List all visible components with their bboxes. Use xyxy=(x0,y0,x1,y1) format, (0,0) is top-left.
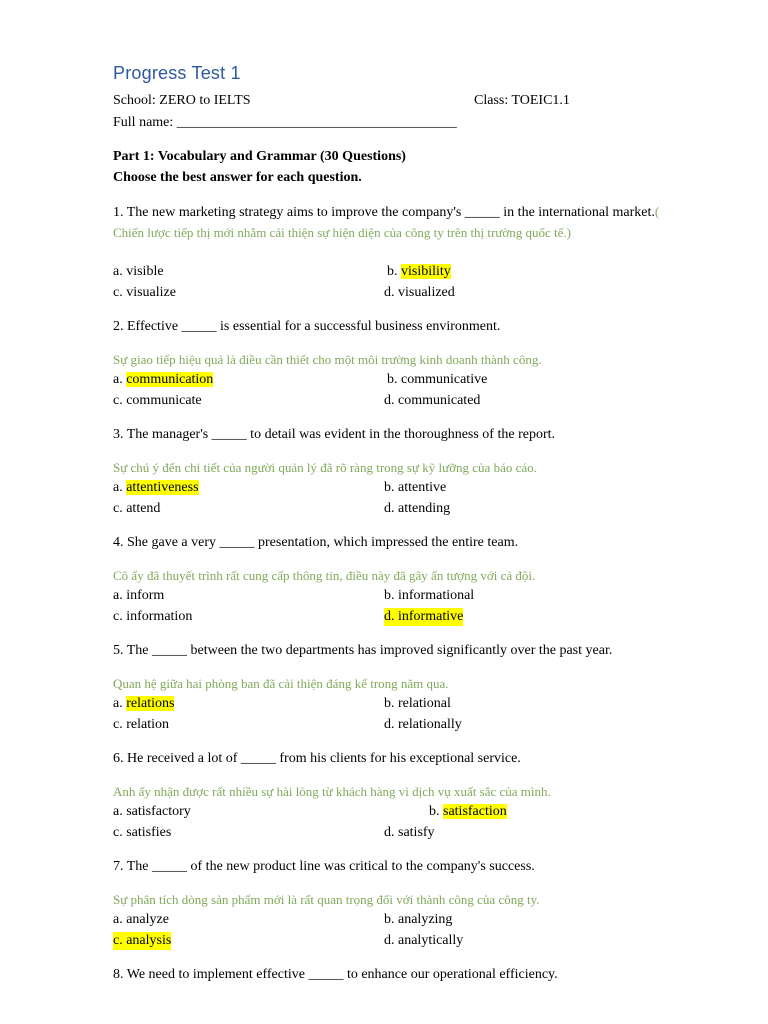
option-letter: d. xyxy=(384,285,398,300)
question-6-translation: Anh ấy nhận được rất nhiều sự hài lòng từ khách hàng vì dịch vụ xuất sắc của mình. xyxy=(113,784,551,799)
option-letter: b. xyxy=(384,588,398,603)
option-c[interactable] xyxy=(113,608,192,626)
option-a[interactable] xyxy=(113,911,169,929)
option-word: attentive xyxy=(398,480,447,495)
option-b[interactable] xyxy=(387,371,487,389)
part-instruction: Choose the best answer for each question. xyxy=(113,170,362,185)
option-letter: b. xyxy=(384,696,398,711)
option-letter: d. xyxy=(384,501,398,516)
option-letter: d. xyxy=(384,393,398,408)
option-b[interactable] xyxy=(384,695,451,713)
question-7-text: 7. The _____ of the new product line was critical to the company's success. xyxy=(113,859,535,874)
question-6-text: 6. He received a lot of _____ from his clients for his exceptional service. xyxy=(113,751,521,766)
option-letter: c. xyxy=(113,717,127,732)
question-text: 1. The new marketing strategy aims to improve the company's _____ in the international market. xyxy=(113,205,655,220)
option-c[interactable] xyxy=(113,932,171,950)
option-letter: b. xyxy=(384,480,398,495)
option-word-highlighted: relations xyxy=(126,696,175,711)
option-d[interactable] xyxy=(384,716,462,734)
option-word: communicate xyxy=(126,393,202,408)
option-word-highlighted: satisfaction xyxy=(443,804,507,819)
option-a[interactable] xyxy=(113,263,164,281)
option-letter: c. xyxy=(113,825,127,840)
option-c[interactable] xyxy=(113,392,202,410)
option-letter: a. xyxy=(113,264,127,279)
option-d[interactable] xyxy=(384,932,463,950)
option-letter: b. xyxy=(387,372,401,387)
option-word: information xyxy=(126,609,193,624)
option-word: satisfactory xyxy=(126,804,191,819)
option-letter: d. xyxy=(384,717,398,732)
page-title: Progress Test 1 xyxy=(113,63,241,83)
full-name-field: Full name: ________________________________________ xyxy=(113,115,457,130)
option-b[interactable] xyxy=(429,803,507,821)
question-4-text: 4. She gave a very _____ presentation, which impressed the entire team. xyxy=(113,535,519,550)
option-c[interactable] xyxy=(113,284,176,302)
question-8-text: 8. We need to implement effective _____ to enhance our operational efficiency. xyxy=(113,967,558,982)
option-word: visible xyxy=(126,264,164,279)
option-b[interactable] xyxy=(384,911,452,929)
option-word-highlighted: communication xyxy=(126,372,214,387)
option-b[interactable] xyxy=(387,263,451,281)
option-letter: c. xyxy=(113,933,127,948)
option-word: analyze xyxy=(126,912,169,927)
option-letter: c. xyxy=(113,393,127,408)
option-word: satisfy xyxy=(398,825,435,840)
option-letter: b. xyxy=(384,912,398,927)
option-a[interactable] xyxy=(113,371,213,389)
school-label: School: ZERO to IELTS xyxy=(113,93,251,108)
option-letter: c. xyxy=(113,501,127,516)
option-letter: a. xyxy=(113,480,127,495)
option-letter: a. xyxy=(113,696,127,711)
option-a[interactable] xyxy=(113,479,199,497)
question-5-translation: Quan hệ giữa hai phòng ban đã cải thiện đáng kể trong năm qua. xyxy=(113,676,449,691)
option-word: relationally xyxy=(398,717,462,732)
option-a[interactable] xyxy=(113,695,174,713)
option-c[interactable] xyxy=(113,500,160,518)
option-word: analytically xyxy=(398,933,464,948)
option-word: communicative xyxy=(401,372,488,387)
option-word-highlighted: visibility xyxy=(401,264,451,279)
option-d[interactable] xyxy=(384,392,480,410)
option-letter: d. xyxy=(384,825,398,840)
option-word: satisfies xyxy=(126,825,172,840)
option-d[interactable] xyxy=(384,284,455,302)
question-7-translation: Sự phân tích dòng sản phẩm mới là rất quan trọng đối với thành công của công ty. xyxy=(113,892,540,907)
option-word: inform xyxy=(126,588,165,603)
option-letter: c. xyxy=(113,285,127,300)
question-5-text: 5. The _____ between the two departments has improved significantly over the past year. xyxy=(113,643,613,658)
option-d[interactable] xyxy=(384,500,450,518)
option-word: visualize xyxy=(126,285,176,300)
question-3-translation: Sự chú ý đến chi tiết của người quản lý đã rõ ràng trong sự kỹ lưỡng của báo cáo. xyxy=(113,460,537,475)
option-a[interactable] xyxy=(113,587,164,605)
option-word: attending xyxy=(398,501,451,516)
option-word: analyzing xyxy=(398,912,453,927)
option-d[interactable] xyxy=(384,824,435,842)
option-word-highlighted: attentiveness xyxy=(126,480,199,495)
option-letter: d. xyxy=(384,609,398,624)
option-letter: a. xyxy=(113,804,127,819)
option-c[interactable] xyxy=(113,716,169,734)
class-label: Class: TOEIC1.1 xyxy=(474,93,570,108)
option-word-highlighted: analysis xyxy=(126,933,172,948)
option-c[interactable] xyxy=(113,824,171,842)
option-word: communicated xyxy=(398,393,481,408)
question-3-text: 3. The manager's _____ to detail was evident in the thoroughness of the report. xyxy=(113,427,555,442)
option-letter: b. xyxy=(429,804,443,819)
option-letter: b. xyxy=(387,264,401,279)
option-b[interactable] xyxy=(384,587,474,605)
option-letter: a. xyxy=(113,588,127,603)
question-4-translation: Cô ấy đã thuyết trình rất cung cấp thông tin, điều này đã gây ấn tượng với cả đội. xyxy=(113,568,536,583)
option-a[interactable] xyxy=(113,803,191,821)
part-heading: Part 1: Vocabulary and Grammar (30 Questions) xyxy=(113,149,406,164)
option-word: attend xyxy=(126,501,161,516)
question-translation: ( Chiến lược tiếp thị mới nhằm cải thiện sự hiện diện của công ty trên thị trường quốc tế.) xyxy=(113,204,660,240)
option-word: relation xyxy=(126,717,169,732)
option-letter: a. xyxy=(113,372,127,387)
option-letter: c. xyxy=(113,609,127,624)
option-word: relational xyxy=(398,696,451,711)
option-word: informational xyxy=(398,588,475,603)
option-letter: a. xyxy=(113,912,127,927)
option-word: visualized xyxy=(398,285,455,300)
option-d[interactable] xyxy=(384,608,463,626)
question-2-text: 2. Effective _____ is essential for a successful business environment. xyxy=(113,319,501,334)
question-1 xyxy=(113,202,688,244)
question-2-translation: Sự giao tiếp hiệu quả là điều cần thiết cho một môi trường kinh doanh thành công. xyxy=(113,352,542,367)
option-word-highlighted: informative xyxy=(398,609,464,624)
option-letter: d. xyxy=(384,933,398,948)
option-b[interactable] xyxy=(384,479,446,497)
